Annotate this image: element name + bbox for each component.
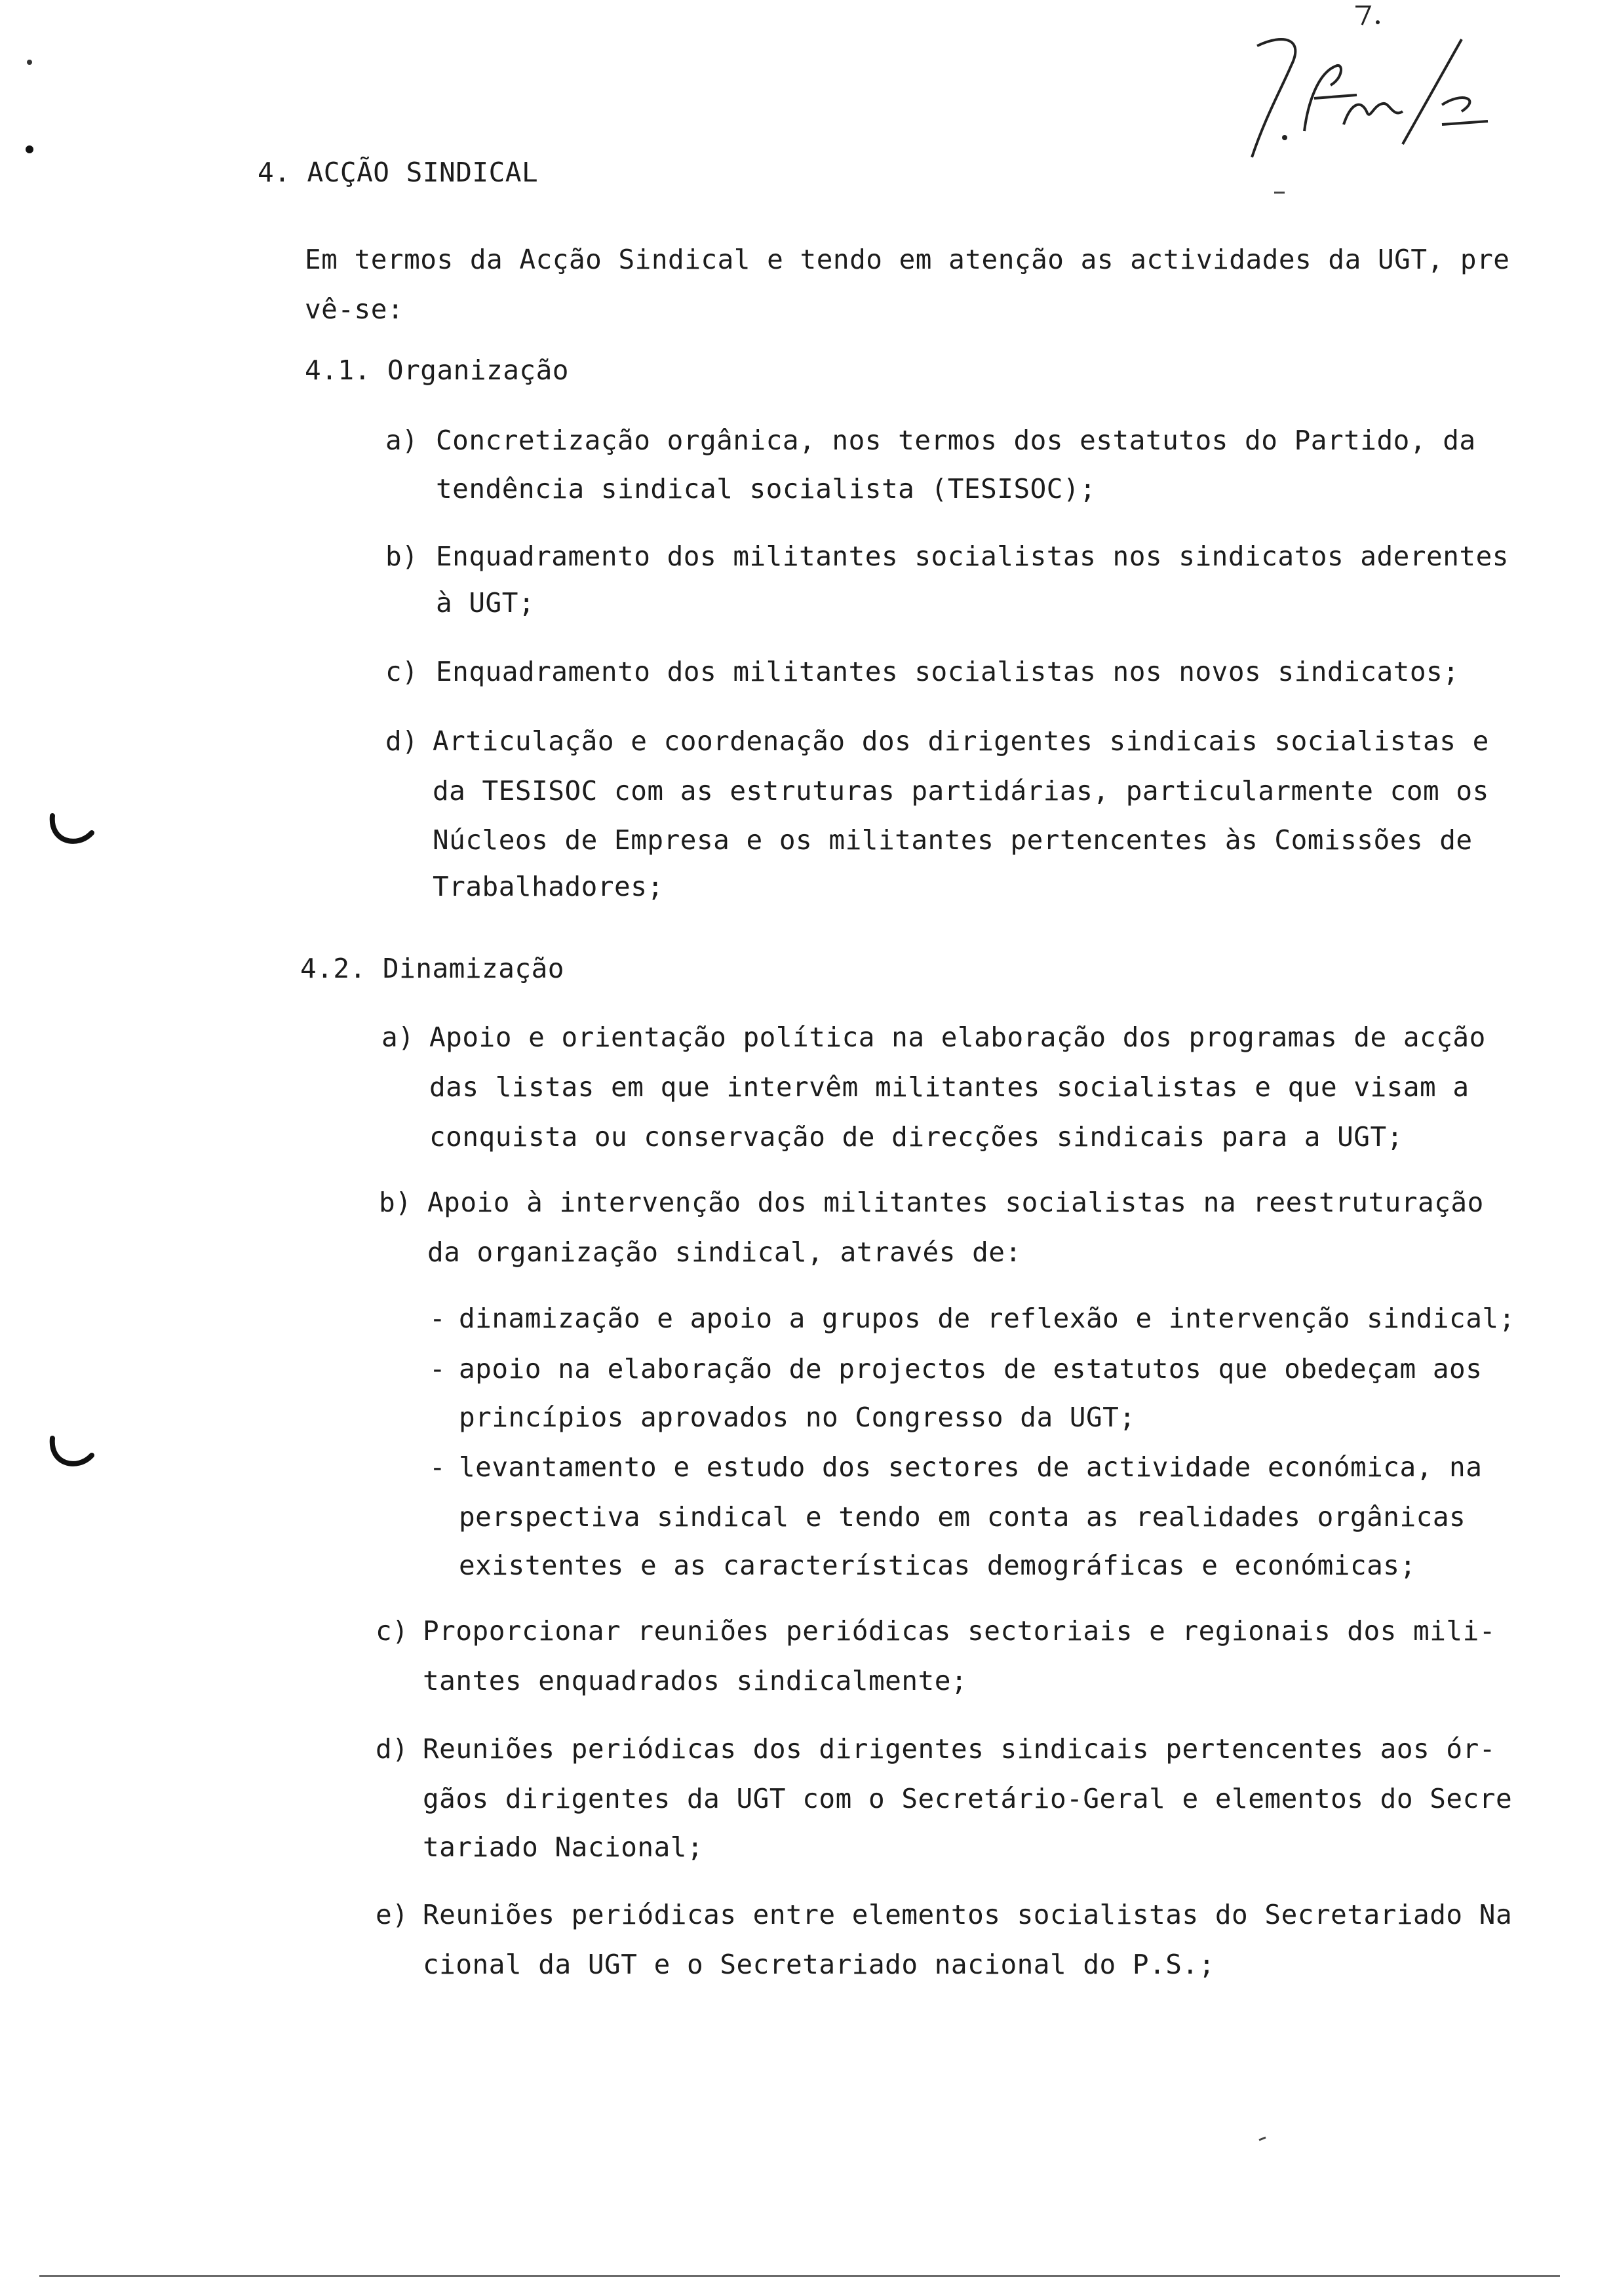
list-item-text: Enquadramento dos militantes socialistas nos novos sindicatos; [436, 656, 1460, 687]
list-item-text: tariado Nacional; [423, 1831, 704, 1863]
list-item-text: Núcleos de Empresa e os militantes pertencentes às Comissões de [433, 824, 1473, 856]
list-item-text: tendência sindical socialista (TESISOC); [436, 473, 1097, 505]
punch-hole-mark [20, 52, 39, 164]
list-item-marker: d) [385, 725, 419, 757]
bullet-marker: - [429, 1353, 446, 1385]
list-item-text: Reuniões periódicas dos dirigentes sindicais pertencentes aos ór- [423, 1733, 1496, 1765]
list-item-text: da organização sindical, através de: [427, 1236, 1022, 1268]
list-item-marker: c) [385, 656, 419, 687]
list-item-text: Enquadramento dos militantes socialistas nos sindicatos aderentes [436, 541, 1509, 572]
list-item-text: tantes enquadrados sindicalmente; [423, 1665, 968, 1696]
bullet-text: perspectiva sindical e tendo em conta as realidades orgânicas [459, 1501, 1466, 1533]
bullet-marker: - [429, 1303, 446, 1334]
subsection-heading: 4.1. Organização [305, 354, 569, 386]
list-item-text: cional da UGT e o Secretariado nacional do P.S.; [423, 1949, 1215, 1980]
bullet-text: existentes e as características demográficas e económicas; [459, 1550, 1416, 1581]
list-item-text: Articulação e coordenação dos dirigentes sindicais socialistas e [433, 725, 1489, 757]
list-item-marker: a) [385, 425, 419, 456]
binder-ring-mark [45, 809, 97, 855]
list-item-marker: c) [376, 1615, 409, 1647]
list-item-marker: d) [376, 1733, 409, 1765]
list-item-text: Proporcionar reuniões periódicas sectoriais e regionais dos mili- [423, 1615, 1496, 1647]
intro-line: vê-se: [305, 294, 404, 325]
signature [1245, 26, 1508, 170]
list-item-text: gãos dirigentes da UGT com o Secretário-Geral e elementos do Secre [423, 1783, 1513, 1814]
binder-ring-mark [45, 1432, 97, 1478]
section-heading: 4. ACÇÃO SINDICAL [258, 157, 539, 188]
bullet-text: dinamização e apoio a grupos de reflexão e intervenção sindical; [459, 1303, 1515, 1334]
bullet-text: levantamento e estudo dos sectores de actividade económica, na [459, 1451, 1483, 1483]
list-item-text: Apoio à intervenção dos militantes socialistas na reestruturação [427, 1187, 1484, 1218]
scan-speck [1272, 183, 1291, 203]
list-item-marker: b) [379, 1187, 412, 1218]
list-item-text: à UGT; [436, 587, 535, 619]
bullet-text: apoio na elaboração de projectos de estatutos que obedeçam aos [459, 1353, 1483, 1385]
list-item-text: Reuniões periódicas entre elementos socialistas do Secretariado Na [423, 1899, 1513, 1930]
intro-line: Em termos da Acção Sindical e tendo em atenção as actividades da UGT, pre [305, 244, 1510, 275]
list-item-text: da TESISOC com as estruturas partidárias, particularmente com os [433, 775, 1489, 807]
list-item-text: Apoio e orientação política na elaboração dos programas de acção [429, 1022, 1486, 1053]
list-item-marker: b) [385, 541, 419, 572]
list-item-text: Trabalhadores; [433, 871, 664, 902]
list-item-text: conquista ou conservação de direcções sindicais para a UGT; [429, 1121, 1403, 1153]
list-item-text: Concretização orgânica, nos termos dos estatutos do Partido, da [436, 425, 1476, 456]
scan-speck [1255, 2130, 1275, 2149]
list-item-marker: e) [376, 1899, 409, 1930]
list-item-text: das listas em que intervêm militantes socialistas e que visam a [429, 1071, 1469, 1103]
page-number-handwritten [1350, 0, 1390, 29]
subsection-heading: 4.2. Dinamização [300, 953, 564, 984]
bullet-text: princípios aprovados no Congresso da UGT; [459, 1402, 1136, 1433]
bullet-marker: - [429, 1451, 446, 1483]
list-item-marker: a) [381, 1022, 415, 1053]
page-bottom-rule [39, 2275, 1560, 2277]
